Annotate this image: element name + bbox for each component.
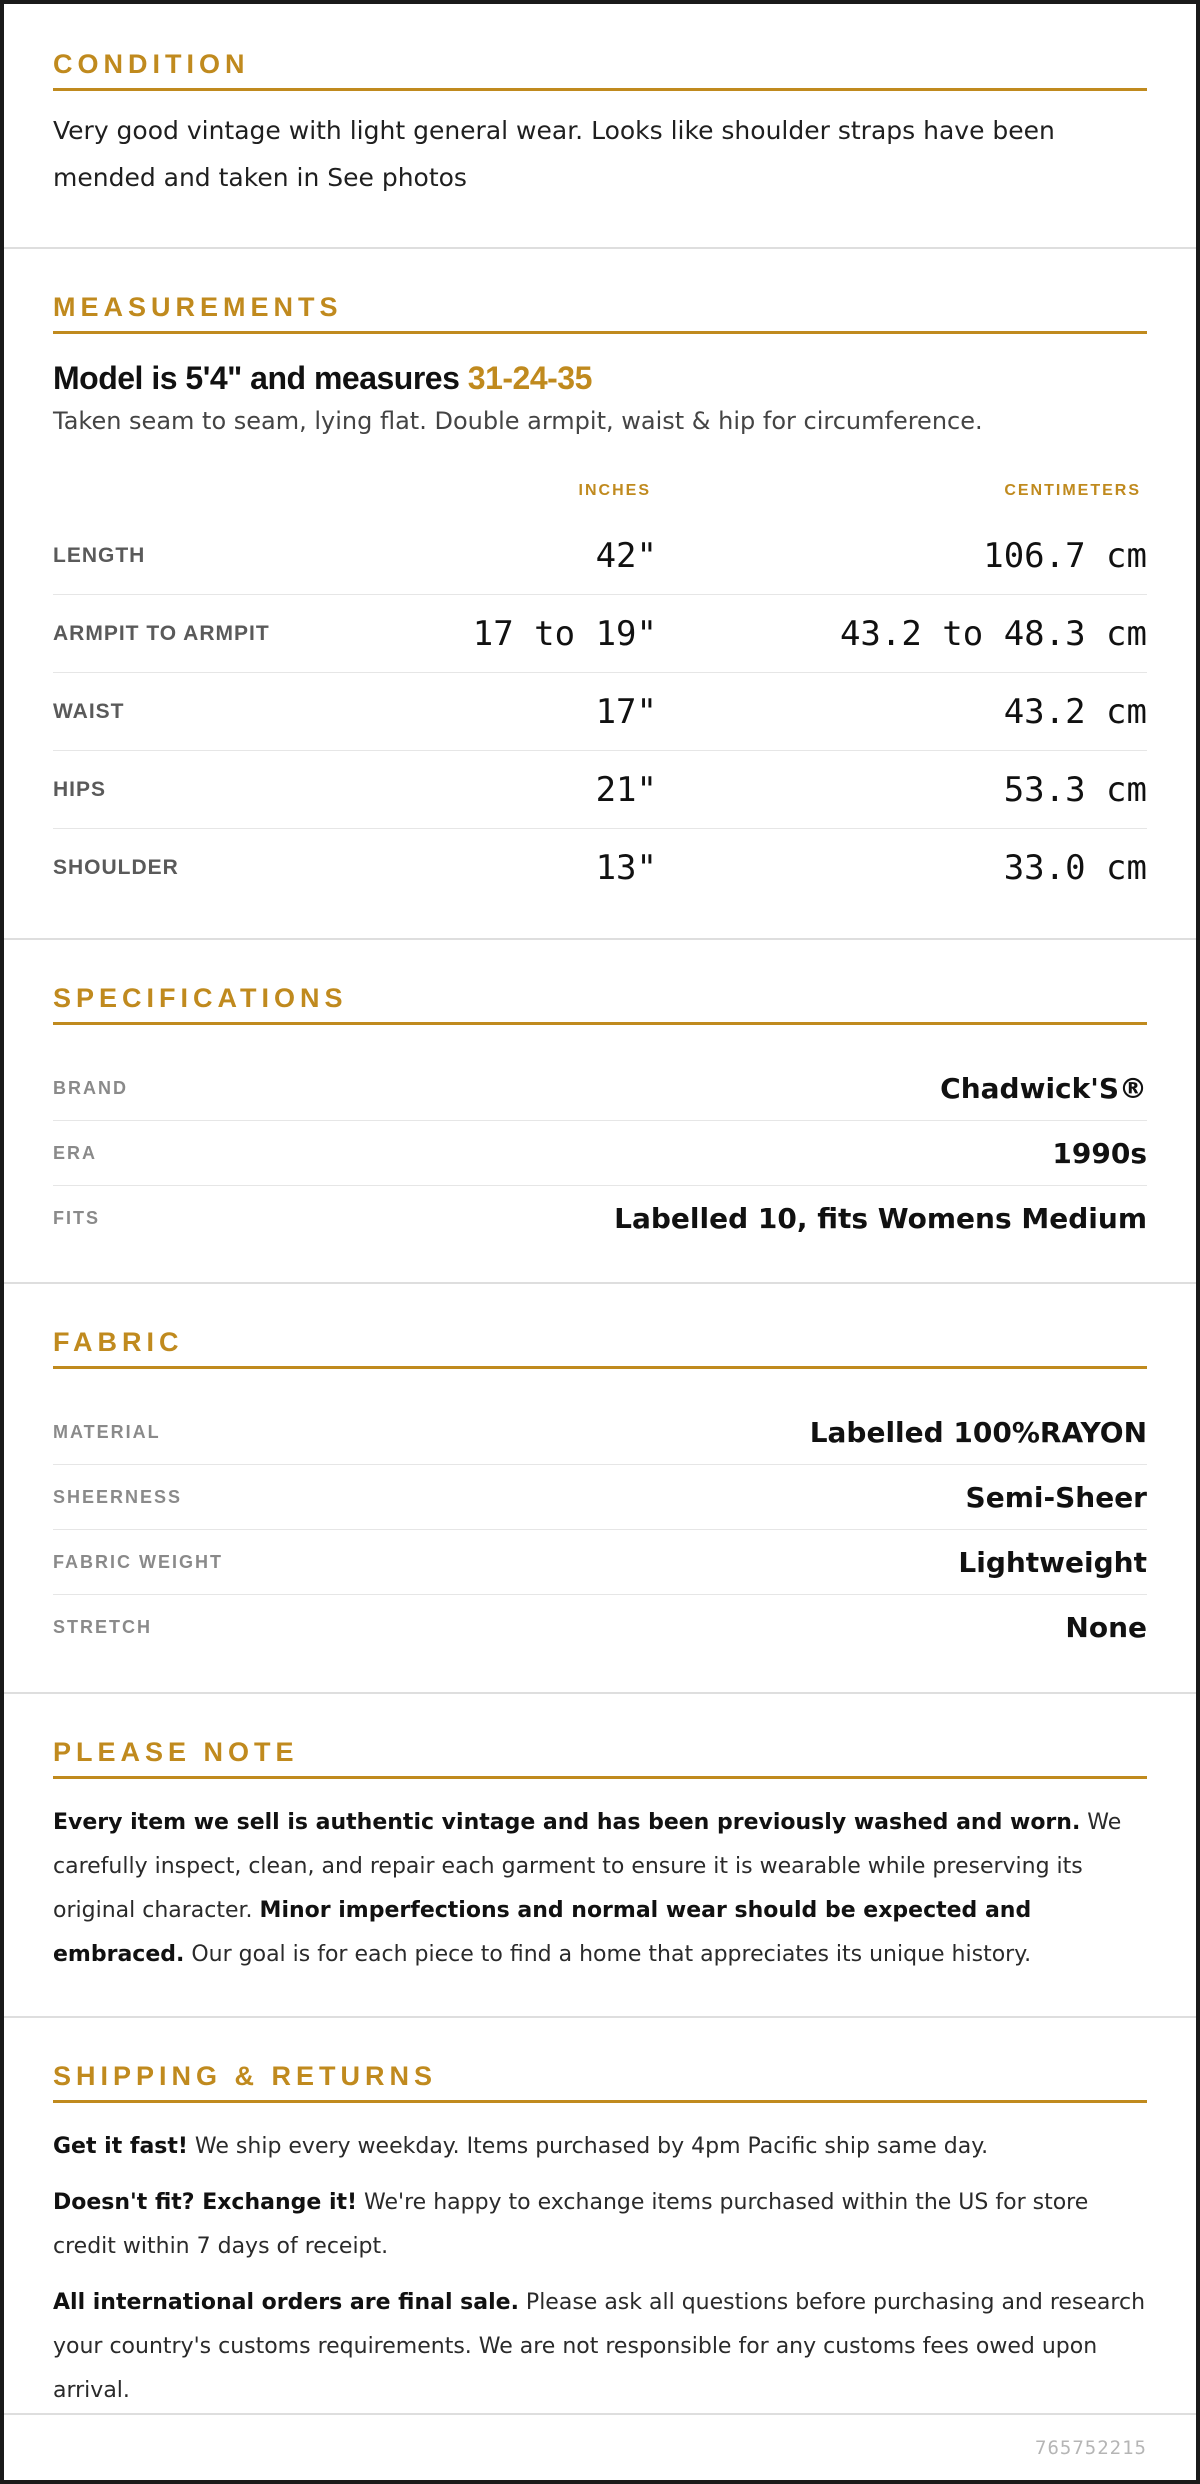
please-note-bold-1: Every item we sell is authentic vintage and has been previously washed and worn. [53,1810,1081,1835]
fabric-label: MATERIAL [53,1422,161,1442]
fabric-rule [53,1366,1147,1369]
measurement-label: HIPS [53,778,107,801]
condition-heading: CONDITION [53,49,250,79]
section-divider [4,1692,1196,1694]
fabric-row [53,1400,1147,1465]
model-measures-value: 31-24-35 [467,360,592,396]
section-divider [4,1282,1196,1284]
measurements-subtext: Taken seam to seam, lying flat. Double armpit, waist & hip for circumference. [53,407,983,435]
condition-section [4,42,1196,201]
inches-column-header: INCHES [578,482,651,499]
spec-value: Labelled 10, fits Womens Medium [614,1202,1147,1235]
measurement-inches: 42" [595,536,657,576]
measurement-inches: 17" [595,692,657,732]
please-note-text-1: We carefully inspect, clean, and repair each garment to ensure it is wearable while preserving its original character. [53,1810,1122,1923]
model-measures-line [53,360,1147,397]
fabric-value: Labelled 100%RAYON [809,1416,1147,1449]
fabric-label: FABRIC WEIGHT [53,1552,223,1572]
fabric-label: SHEERNESS [53,1487,183,1507]
section-divider [4,2413,1196,2415]
shipping-p3-bold: All international orders are final sale. [53,2290,519,2315]
shipping-rule [53,2100,1147,2103]
condition-text-line-1: Very good vintage with light general wear. Looks like shoulder straps have been [53,116,1055,145]
condition-text [53,107,1147,201]
please-note-rule [53,1776,1147,1779]
measurement-cm: 53.3 cm [1003,770,1147,810]
measurements-heading: MEASUREMENTS [53,292,343,322]
spec-row [53,1121,1147,1186]
measurement-cm: 43.2 to 48.3 cm [839,614,1147,654]
condition-text-line-2: mended and taken in See photos [53,163,467,192]
spec-label: ERA [53,1143,98,1163]
measurement-label: LENGTH [53,544,146,567]
shipping-p1-text: We ship every weekday. Items purchased by 4pm Pacific ship same day. [187,2134,989,2159]
measurement-row [53,595,1147,673]
fabric-value: None [1065,1611,1147,1644]
fabric-value: Semi-Sheer [965,1481,1147,1514]
fabric-heading: FABRIC [53,1327,184,1357]
shipping-p1-bold: Get it fast! [53,2134,188,2159]
fabric-row [53,1530,1147,1595]
shipping-p2-bold: Doesn't fit? Exchange it! [53,2190,358,2215]
spec-value: Chadwick'S® [940,1072,1147,1105]
please-note-bold-2: Minor imperfections and normal wear should be expected and embraced. [53,1898,1032,1967]
measurement-row [53,673,1147,751]
please-note-section [4,1730,1196,1977]
shipping-section [4,2054,1196,2413]
spec-label: BRAND [53,1078,128,1098]
measurement-cm: 106.7 cm [983,536,1147,576]
measurement-inches: 17 to 19" [472,614,657,654]
shipping-paragraph-2 [53,2181,1147,2269]
measurement-row [53,829,1147,907]
measurement-label: WAIST [53,700,125,723]
section-divider [4,247,1196,249]
spec-label: FITS [53,1208,100,1228]
section-divider [4,2016,1196,2018]
spec-row [53,1056,1147,1121]
measurements-section [4,285,1196,435]
fabric-label: STRETCH [53,1617,152,1637]
measurement-label: SHOULDER [53,856,179,879]
sku-number: 765752215 [1035,2437,1147,2459]
measurement-cm: 33.0 cm [1003,848,1147,888]
shipping-p3-text: Please ask all questions before purchasing and research your country's customs requirements. We are not responsible for any customs fees owed upon arrival. [53,2290,1146,2403]
spec-value: 1990s [1052,1137,1147,1170]
measurement-inches: 21" [595,770,657,810]
please-note-heading: PLEASE NOTE [53,1737,299,1767]
fabric-value: Lightweight [958,1546,1147,1579]
measurement-inches: 13" [595,848,657,888]
specifications-section [4,976,1196,1025]
section-divider [4,938,1196,940]
shipping-paragraph-3 [53,2281,1147,2413]
please-note-text-2: Our goal is for each piece to find a home that appreciates its unique history. [184,1942,1032,1967]
fabric-row [53,1465,1147,1530]
measurement-label: ARMPIT TO ARMPIT [53,622,270,645]
specifications-heading: SPECIFICATIONS [53,983,348,1013]
model-prefix: Model is 5'4" and measures [53,360,460,396]
shipping-paragraph-1 [53,2125,1147,2169]
measurement-row [53,751,1147,829]
measurement-cm: 43.2 cm [1003,692,1147,732]
condition-rule [53,88,1147,91]
shipping-heading: SHIPPING & RETURNS [53,2061,438,2091]
fabric-section [4,1320,1196,1369]
fabric-row [53,1595,1147,1660]
shipping-p2-text: We're happy to exchange items purchased within the US for store credit within 7 days of receipt. [53,2190,1089,2259]
specifications-rule [53,1022,1147,1025]
measurements-rule [53,331,1147,334]
please-note-text [53,1801,1147,1977]
centimeters-column-header: CENTIMETERS [1004,482,1141,499]
measurement-row [53,517,1147,595]
spec-row [53,1186,1147,1251]
